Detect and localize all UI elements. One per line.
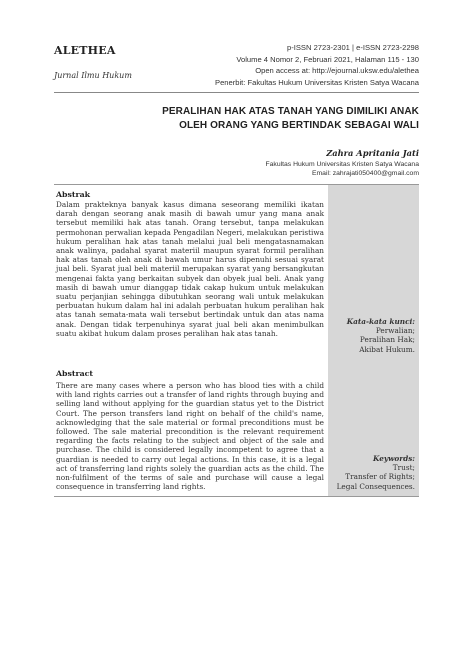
- journal-info: [215, 42, 419, 88]
- kata-kunci-block: [327, 317, 415, 354]
- kata-kunci-item: Perwalian;: [375, 326, 415, 336]
- article-title: [54, 105, 419, 133]
- abstract-heading: Abstract: [56, 369, 94, 378]
- journal-subtitle: Jurnal Ilmu Hukum: [54, 71, 132, 80]
- author-name: Zahra Apritania Jati: [326, 148, 419, 158]
- keywords-block: [327, 454, 415, 491]
- abstrak-body: Dalam prakteknya banyak kasus dimana seseorang memiliki ikatan darah dengan seorang anak masih di bawah umur yang mana anak tersebut memiliki hak atas tanah. Orang tersebut, tanpa melakukan permohonan perwalian kepada Pengadilan Negeri, melakukan peristiwa hukum peralihan hak atas tanah melalui jual beli mengatasnamakan anak walinya, padahal syarat materiil maupun syarat formil peralihan hak atas tanah oleh anak di bawah umur harus dipenuhi sesuai syarat jual beli. Syarat jual beli materiil merupakan syarat yang bersangkutan mengenai fakta yang berkaitan subyek dan obyek jual beli. Anak yang masih di bawah umur dianggap tidak cakap hukum untuk melakukan suatu perjanjian sehingga dibutuhkan seorang wali untuk melakukan perbuatan hukum dalam hal ini adalah perbuatan hukum peralihan hak atas tanah semata-mata wali tersebut bertindak untuk dan atas nama anak. Dengan tidak terpenuhinya syarat jual beli akan menimbulkan suatu akibat hukum dalam proses peralihan hak atas tanah.: [56, 200, 324, 338]
- journal-issn: p-ISSN 2723-2301 | e-ISSN 2723-2298: [287, 43, 419, 52]
- abstract-body: There are many cases where a person who has blood ties with a child with land rights carries out a transfer of land rights through buying and selling land without applying for the guardian status yet to the District Court. The person transfers land right on behalf of the child's name, acknowledging that the sale material or formal preconditions must be followed. The sale material precondition is the relevant requirement regarding the facts relating to the subject and object of the sale and purchase. The child is considered legally incompetent to agree that a guardian is needed to carry out legal actions. In this case, it is a legal act of transferring land rights solely the guardian acts as the child. The non-fulfilment of the terms of sale and purchase will cause a legal consequence in transferring land rights.: [56, 381, 324, 492]
- keywords-item: Legal Consequences.: [336, 481, 415, 491]
- abstrak-heading: Abstrak: [56, 190, 91, 199]
- author-affiliation: Fakultas Hukum Universitas Kristen Satya Wacana: [265, 161, 419, 168]
- kata-kunci-item: Peralihan Hak;: [359, 335, 415, 345]
- article-title-line-2: OLEH ORANG YANG BERTINDAK SEBAGAI WALI: [179, 120, 419, 131]
- abstract-bottom-divider: [54, 496, 419, 497]
- keywords-item: Transfer of Rights;: [345, 472, 415, 482]
- keywords-item: Trust;: [392, 463, 415, 473]
- kata-kunci-item: Akibat Hukum.: [359, 344, 415, 354]
- keywords-label: Keywords:: [373, 454, 415, 463]
- author-affiliation-block: [266, 160, 420, 178]
- journal-access-link[interactable]: Open access at: http://ejournal.uksw.edu/alethea: [255, 66, 419, 76]
- journal-name: ALETHEA: [54, 44, 116, 57]
- header-divider: [54, 92, 419, 93]
- kata-kunci-label: Kata-kata kunci:: [346, 317, 415, 326]
- author-email[interactable]: Email: zahrajati050400@gmail.com: [311, 170, 419, 177]
- journal-publisher: Penerbit: Fakultas Hukum Universitas Kristen Satya Wacana: [215, 77, 419, 87]
- article-title-line-1: PERALIHAN HAK ATAS TANAH YANG DIMILIKI ANAK: [162, 106, 419, 117]
- journal-volume: Volume 4 Nomor 2, Februari 2021, Halaman 115 - 130: [236, 54, 419, 64]
